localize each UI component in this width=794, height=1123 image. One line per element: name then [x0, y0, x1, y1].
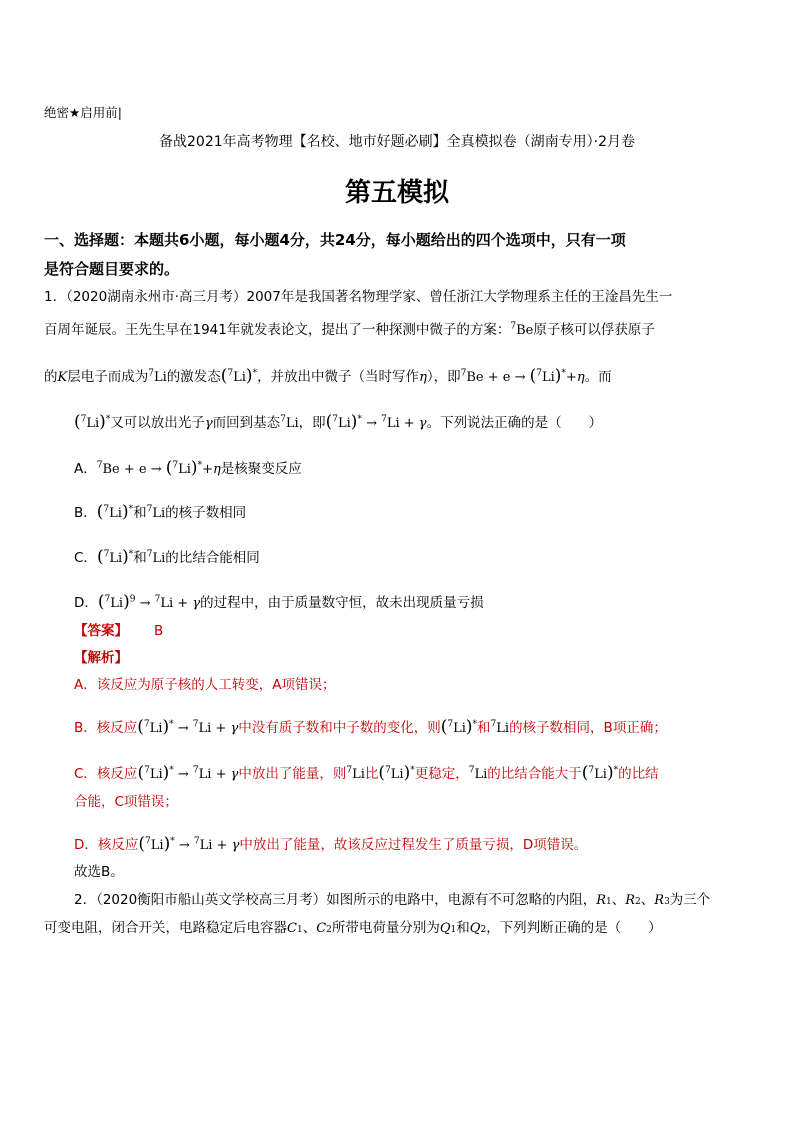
- page-title: 第五模拟: [344, 178, 449, 208]
- q1-stem-line4: ($^7$Li)*又可以放出光子γ而回到基态$^7$Li，即($^7$Li)* → $^7$Li + γ。下列说法正确的是（ ）: [74, 412, 603, 432]
- q1-stem-line2: 百周年诞辰。王先生早在1941年就发表论文，提出了一种探测中微子的方案：$^7$Be原子核可以俘获原子: [44, 320, 655, 341]
- q1-stem-line1: 1．（2020湖南永州市·高三月考）2007年是我国著名物理学家、曾任浙江大学物理系主任的王淦昌先生一: [44, 289, 673, 305]
- be7-symbol: $^7$Be: [510, 321, 534, 338]
- q1-option-b: B．($^7$Li)*和$^7$Li的核子数相同: [74, 502, 247, 522]
- answer-value: B: [154, 623, 164, 639]
- q1-option-a: A．$^7$Be + e → ($^7$Li)*+η是核聚变反应: [74, 458, 302, 478]
- q1-option-d: D．$(^7Li)^9 \to ^7Li + \gamma$的过程中，由于质量数守恒，故未出现质量亏损: [74, 592, 484, 612]
- q2-stem-line1: 2．（2020衡阳市船山英文学校高三月考）如图所示的电路中，电源有不可忽略的内阻，R1、R2、R3为三个: [74, 892, 711, 908]
- section-heading-line1: 一、选择题：本题共6小题，每小题4分，共24分，每小题给出的四个选项中，只有一项: [44, 231, 626, 249]
- section-heading-line2: 是符合题目要求的。: [44, 260, 180, 278]
- q1-analysis-label: 【解析】: [74, 650, 128, 666]
- q1-analysis-a: A．该反应为原子核的人工转变，A项错误；: [74, 677, 336, 693]
- q1-stem-line3: 的K层电子而成为$^7$Li的激发态($^7$Li)*，并放出中微子（当时写作η），即$^7$Be + e → ($^7$Li)*+η。而: [44, 366, 612, 386]
- q1-analysis-c: C．核反应($^7$Li)* → $^7$Li + γ中放出了能量，则$^7$Li比($^7$Li)*更稳定，$^7$Li的比结合能大于($^7$Li)*的比结: [74, 763, 659, 783]
- q1-option-c: C．($^7$Li)*和$^7$Li的比结合能相同: [74, 547, 260, 567]
- q1-answer: 【答案】 B: [74, 623, 164, 639]
- confidential-label: 绝密★启用前|: [44, 105, 122, 120]
- q1-conclusion: 故选B。: [74, 864, 124, 880]
- q1-analysis-d: D．核反应($^7$Li)* → $^7$Li + γ中放出了能量，故该反应过程发生了质量亏损，D项错误。: [74, 834, 588, 854]
- q1-analysis-b: B．核反应($^7$Li)* → $^7$Li + γ中没有质子数和中子数的变化，则($^7$Li)*和$^7$Li的核子数相同，B项正确；: [74, 717, 667, 737]
- q2-stem-line2: 可变电阻，闭合开关，电路稳定后电容器C1、C2所带电荷量分别为Q1和Q2，下列判断正确的是（ ）: [44, 920, 662, 936]
- q1-analysis-c-cont: 合能，C项错误；: [74, 794, 178, 810]
- exam-subtitle: 备战2021年高考物理【名校、地市好题必刷】全真模拟卷（湖南专用）·2月卷: [159, 134, 635, 150]
